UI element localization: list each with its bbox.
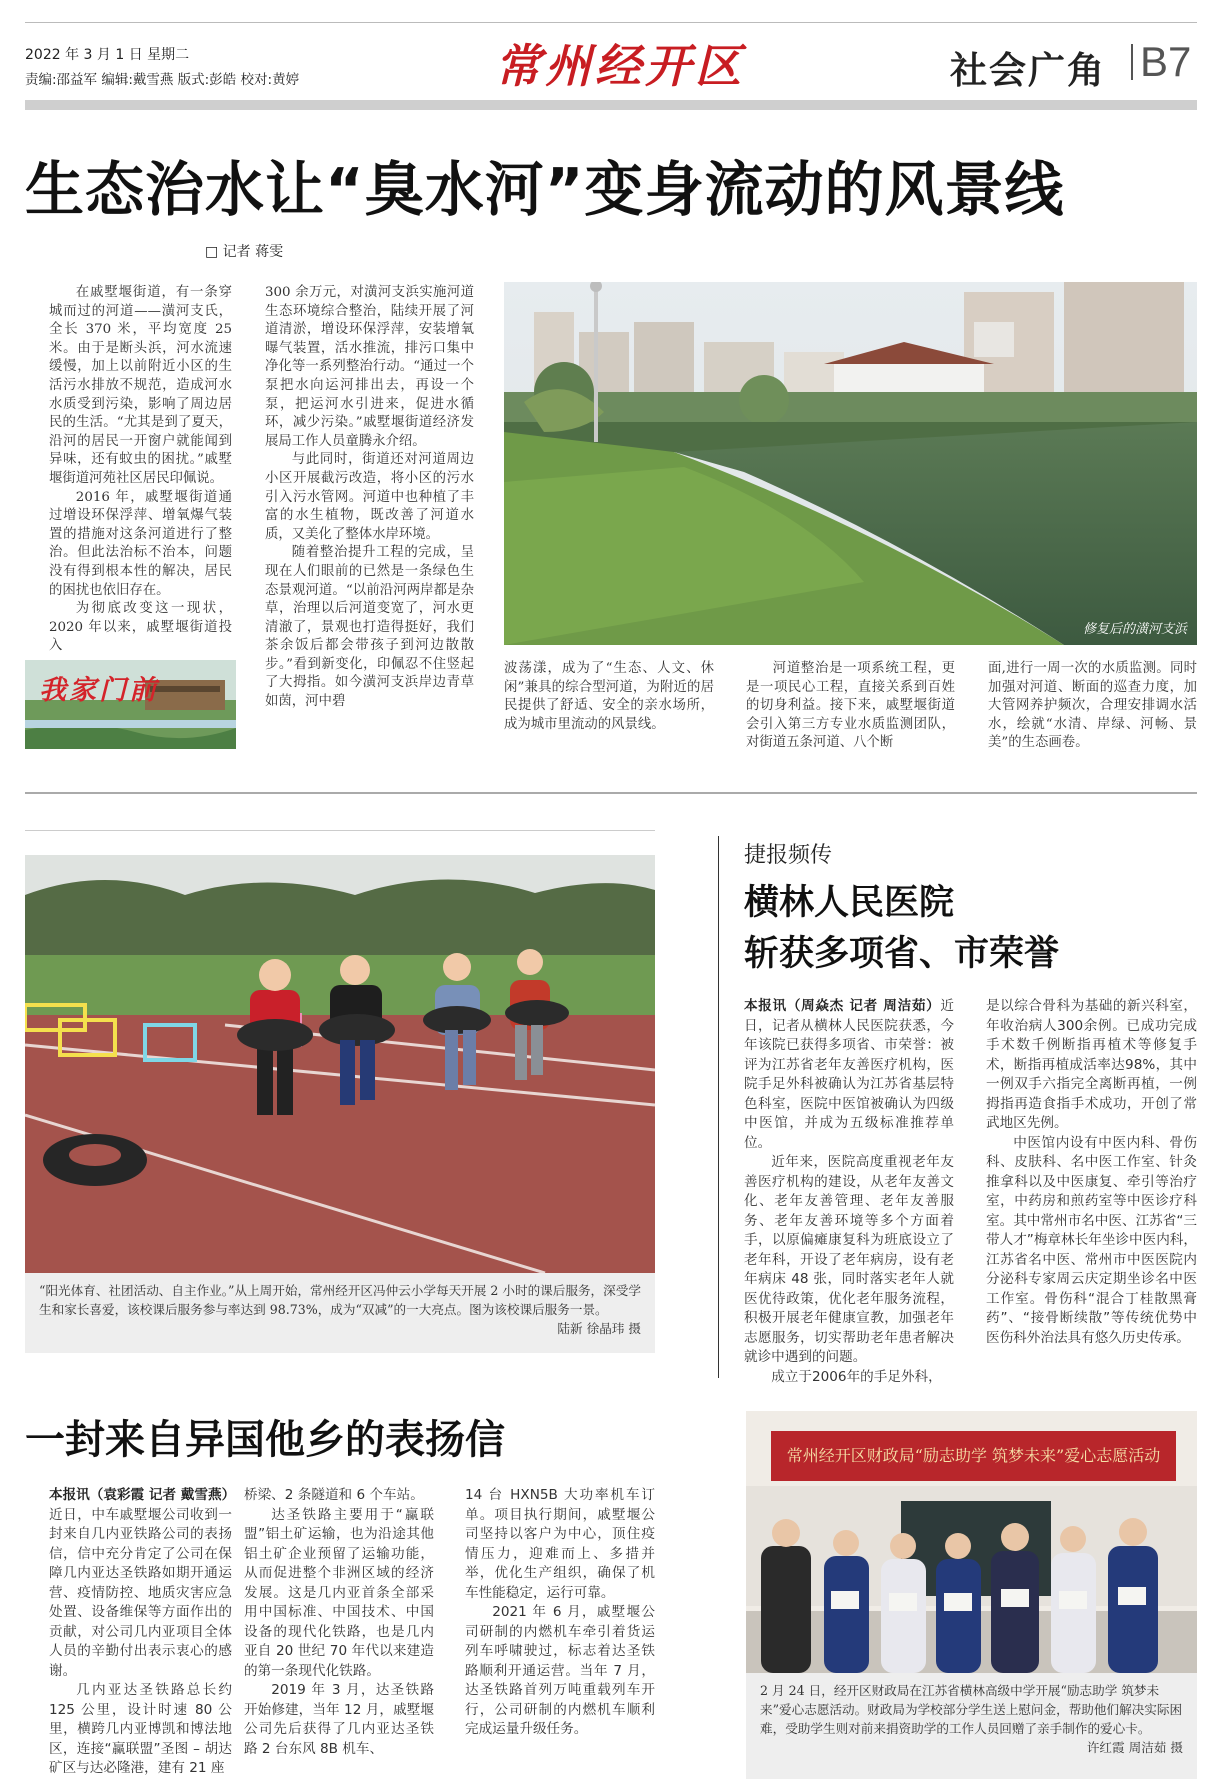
story1-column-1 [49,284,232,656]
story3-paragraph: 14 台 HXN5B 大功率机车订单。项目执行期间，戚墅堰公司坚持以客户为中心，顶住疫情压力，迎难而上、多措并举，优化生产组织，确保了机车性能稳定，运行可靠。 [465,1487,655,1601]
river-photo [504,282,1197,645]
section-divider [1131,44,1133,80]
story1-column-2 [265,284,474,712]
story2-lead-text: 近日，记者从横林人民医院获悉，今年该院已获得多项省、市荣誉：被评为江苏省老年友善医疗机构，医院手足外科被确认为江苏省基层特色科室，医院中医馆被确认为四级中医馆，并成为五级标准推荐单位。 [744,998,954,1151]
story3-paragraph: 桥梁、2 条隧道和 6 个车站。 [244,1487,424,1503]
story1-column-3 [504,660,714,734]
story2-paragraph: 是以综合骨科为基础的新兴科室，年收治病人300余例。已成功完成手术数千例断指再植术等修复手术，断指再植成活率达98%，其中一例双手六指完全离断再植，一例拇指再造食指手术成功，开创了常武地区先例。 [986,998,1197,1131]
story1-paragraph: 随着整治提升工程的完成，呈现在人们眼前的已然是一条绿色生态景观河道。“以前沿河两岸都是杂草，治理以后河道变宽了，河水更清澈了，景观也打造得挺好，我们茶余饭后都会带孩子到河边散散步。”看到新变化，印佩忍不住竖起了大拇指。如今潢河支浜岸边青草如茵，河中碧 [265,545,474,710]
story2-lead: 本报讯（周焱杰 记者 周洁茹） [744,998,941,1014]
story2-paragraph: 中医馆内设有中医内科、骨伤科、皮肤科、名中医工作室、针灸推拿科以及中医康复、牵引等治疗室，中药房和煎药室等中医诊疗科室。其中常州市名中医、江苏省“三带人才”梅章林长年坐诊中医内科，江苏省名中医、常州市中医医院内分泌科专家周云庆定期坐诊名中医工作室。骨伤科“混合丁桂散黑膏药”、“接骨断续散”等传统优势中医伤科外治法具有悠久历史传承。 [986,1134,1197,1346]
story2-headline-line1: 横林人民医院 [744,883,955,923]
story1-headline: 生态治水让“臭水河”变身流动的风景线 [25,155,1065,224]
story2-column-1 [744,997,954,1387]
volunteer-caption-text: 2 月 24 日，经开区财政局在江苏省横林高级中学开展“励志助学 筑梦未来”爱心志愿活动。财政局为学校部分学生送上慰问金，帮助他们解决实际困难，受助学生则对前来捐资助学的工作人员回赠了亲手制作的爱心卡。 [760,1683,1183,1736]
story3-paragraph: 2019 年 3 月，达圣铁路开始修建，当年 12 月，戚墅堰公司先后获得了几内亚达圣铁路 2 台东风 8B 机车、 [244,1682,434,1757]
story3-column-2 [244,1486,434,1759]
story3-lead-text: 近日，中车戚墅堰公司收到一封来自几内亚铁路公司的表扬信，信中充分肯定了公司在保障几内亚达圣铁路如期开通运营、疫情防控、地质灾害应急处置、设备维保等方面作出的贡献，对公司几内亚项目全体人员的辛勤付出表示衷心的感谢。 [49,1506,232,1679]
story3-paragraph: 2021 年 6 月，戚墅堰公司研制的内燃机车牵引着货运列车呼啸驶过，标志着达圣铁路顺利开通运营。当年 7 月，达圣铁路首列万吨重载列车开行，公司研制的内燃机车顺利完成运量升级任务。 [465,1604,655,1737]
after-school-caption-text: “阳光体育、社团活动、自主作业。”从上周开始，常州经开区冯仲云小学每天开展 2 小时的课后服务，深受学生和家长喜爱，该校课后服务参与率达到 98.73%，成为“双减”的一大亮点。图为该校课后服务一景。 [39,1283,641,1317]
volunteer-banner: 常州经开区财政局“励志助学 筑梦未来”爱心志愿活动 [786,1446,1161,1465]
story1-column-4 [746,660,955,753]
story3-column-1 [49,1486,236,1779]
story1-byline: □ 记者 蒋雯 [205,244,284,260]
story1-paragraph: 为彻底改变这一现状，2020 年以来，戚墅堰街道投入 [49,601,232,654]
track-scene [25,855,655,1273]
story1-paragraph: 波荡漾，成为了“生态、人文、休闲”兼具的综合型河道，为附近的居民提供了舒适、安全的亲水场所，成为城市里流动的风景线。 [504,661,714,732]
after-school-credit: 陆新 徐晶玮 摄 [557,1321,641,1336]
story2-left-rule [718,836,719,1378]
volunteer-caption [746,1673,1197,1779]
river-scene [504,282,1197,645]
story1-paragraph: 在戚墅堰街道，有一条穿城而过的河道——潢河支氏，全长 370 米，平均宽度 25 米。由于是断头浜，河水流速缓慢，加上以前附近小区的生活污水排放不规范，造成河水水质受到污染，影响了周边居民的生活。“尤其是到了夏天，沿河的居民一开窗户就能闻到异味，还有蚊虫的困扰。”戚墅堰街道河苑社区居民印佩说。 [49,285,232,486]
story1-paragraph: 面,进行一周一次的水质监测。同时加强对河道、断面的巡查力度，加大管网养护频次，合理安排调水活水，绘就“水清、岸绿、河畅、景美”的生态画卷。 [988,661,1197,751]
after-school-caption [25,1273,655,1353]
header-band [25,100,1197,110]
section-rule [25,792,1197,794]
section-title: 社会广角 [950,49,1106,92]
story2-kicker: 捷报频传 [744,843,833,868]
story2-column-2 [986,997,1197,1348]
issue-date: 2022 年 3 月 1 日 星期二 [25,47,190,63]
top-rule [25,22,1197,23]
story2-paragraph: 近年来，医院高度重视老年友善医疗机构的建设，从老年友善文化、老年友善管理、老年友善服务、老年友善环境等多个方面着手，以原偏瘫康复科为班底设立了老年科，开设了老年病房，设有老年病床 48 张，同时落实老年人就医优待政策，优化老年服务流程，积极开展老年健康宣教，加强老年志愿服务，切实帮助老年患者解决就诊中遇到的问题。 [744,1154,954,1365]
story3-paragraph: 几内亚达圣铁路总长约 125 公里，设计时速 80 公里，横跨几内亚博凯和博法地区，连接“赢联盟”圣图 – 胡达矿区与达必隆港，建有 21 座 [49,1682,232,1776]
story2-paragraph: 成立于2006年的手足外科， [771,1368,942,1385]
story3-lead: 本报讯（袁彩霞 记者 戴雪燕） [49,1487,236,1503]
story1-paragraph: 与此同时，街道还对河道周边小区开展截污改造，将小区的污水引入污水管网。河道中也种植了丰富的水生植物，既改善了河道水质，又美化了整体水岸环境。 [265,452,474,542]
story2-paragraph [744,997,954,1153]
home-front-badge-photo [25,660,236,749]
river-photo-caption: 修复后的潢河支浜 [1082,622,1187,637]
volunteer-credit: 许红霞 周洁茹 摄 [1086,1740,1183,1755]
after-school-photo [25,855,655,1273]
photo2-top-rule [25,830,655,831]
story3-column-3 [465,1486,655,1740]
story1-column-5 [988,660,1197,753]
story1-paragraph: 河道整治是一项系统工程，更是一项民心工程，直接关系到百姓的切身利益。接下来，戚墅堰街道会引入第三方专业水质监测团队，对街道五条河道、八个断 [746,661,955,751]
editor-credits: 责编:邵益军 编辑:戴雪燕 版式:彭皓 校对:黄婷 [25,72,300,88]
masthead-logo: 常州经开区 [495,39,745,93]
story3-headline: 一封来自异国他乡的表扬信 [25,1417,505,1463]
badge-title: 我家门前 [39,675,159,706]
story3-paragraph [49,1486,236,1681]
story3-paragraph: 达圣铁路主要用于“赢联盟”铝土矿运输，也为沿途其他铝土矿企业预留了运输功能，从而促进整个非洲区域的经济发展。这是几内亚首条全部采用中国标准、中国技术、中国设备的现代化铁路，也是几内亚自 20 世纪 70 年代以来建造的第一条现代化铁路。 [244,1506,434,1679]
story1-paragraph: 2016 年，戚墅堰街道通过增设环保浮萍、增氧爆气装置的措施对这条河道进行了整治。但此法治标不治本，问题没有得到根本性的解决，居民的困扰也依旧存在。 [49,489,232,598]
page-number: B7 [1140,38,1192,85]
story1-paragraph: 300 余万元，对潢河支浜实施河道生态环境综合整治，陆续开展了河道清淤，增设环保浮萍，安装增氧曝气装置，活水推流，排污口集中净化等一系列整治行动。“通过一个泵把水向运河排出去，再设一个泵，把运河水引进来，促进水循环，减少污染。”戚墅堰街道经济发展局工作人员童腾永介绍。 [265,285,474,449]
story2-headline-line2: 斩获多项省、市荣誉 [744,934,1060,974]
volunteer-photo [746,1411,1197,1673]
